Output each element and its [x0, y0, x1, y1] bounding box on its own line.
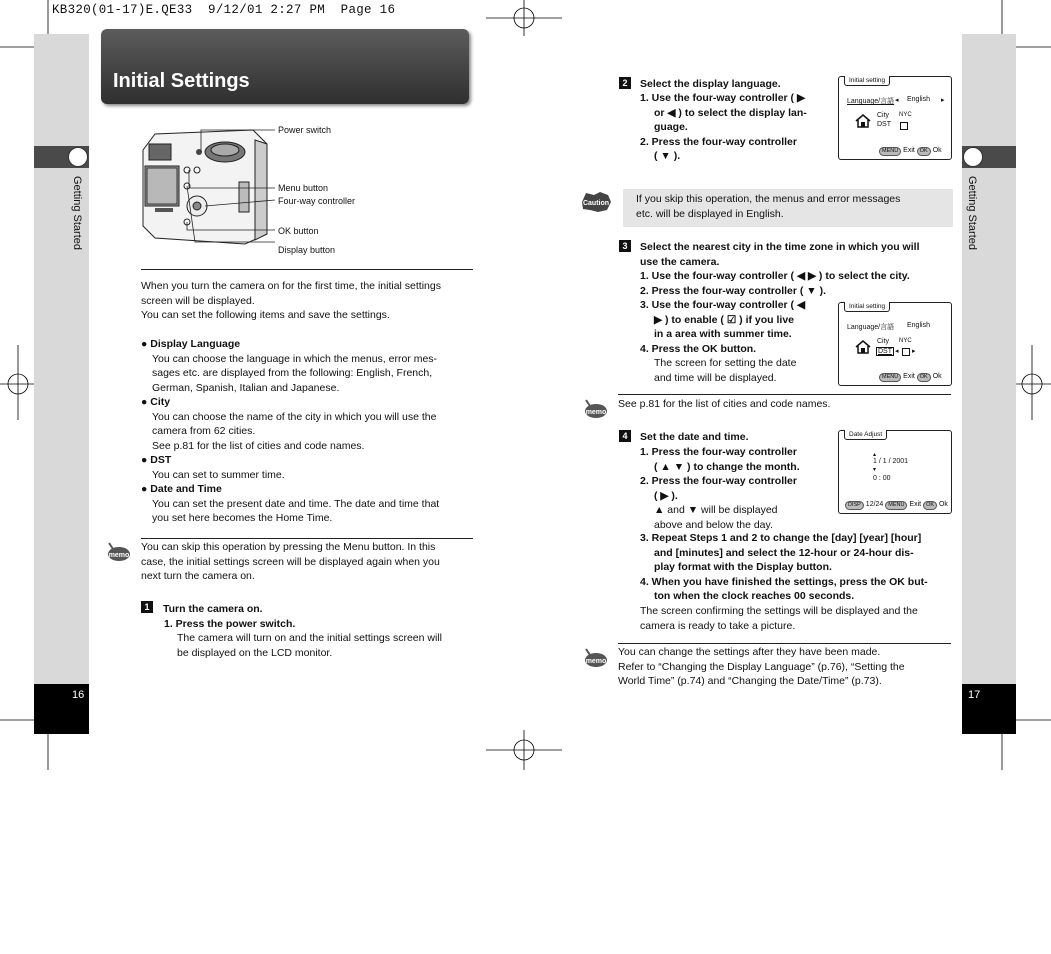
memo-text [141, 540, 476, 584]
screen-time-value: 0 : 00 [873, 475, 891, 482]
step-line: or ◀ ) to select the display lan- [654, 106, 807, 119]
left-tab-circle [68, 147, 88, 167]
step-line: 1. Use the four-way controller ( ▶ [640, 92, 806, 104]
step-number: 2 [619, 77, 631, 89]
svg-text:memo: memo [585, 409, 607, 416]
item-heading: City [150, 396, 171, 408]
step-line: in a area with summer time. [654, 328, 792, 340]
screen-exit: Exit [903, 373, 915, 380]
step-body [640, 531, 955, 604]
screen-dst-label: DST [878, 348, 892, 355]
caution-label: Caution [582, 200, 610, 207]
step-body [177, 631, 477, 660]
step-note-line: ▲ and ▼ will be displayed [654, 504, 778, 516]
disp-pill: DISP [845, 501, 864, 510]
step-note-line: The screen for setting the date [654, 357, 797, 369]
right-section-label: Getting Started [966, 176, 978, 250]
step-number: 1 [141, 601, 153, 613]
list-item: ● Display Language [141, 338, 241, 350]
page-number-right: 17 [968, 689, 981, 701]
step-line: and [minutes] and select the 12-hour or 24-hour dis- [654, 546, 914, 559]
screen-exit: Exit [903, 147, 915, 154]
item-line: You can choose the language in which the menus, error mes- [152, 352, 438, 365]
intro-line: You can set the following items and save the settings. [141, 309, 390, 321]
item-line: See p.81 for the list of cities and code names. [152, 439, 365, 452]
label-menu-button: Menu button [278, 183, 329, 193]
step-heading-line: use the camera. [640, 255, 720, 268]
item-line: camera from 62 cities. [152, 425, 256, 437]
step-heading-line: Select the nearest city in the time zone in which you will [640, 241, 920, 253]
step-line: 2. Press the four-way controller ( ▼ ). [640, 284, 827, 297]
step-body [640, 445, 830, 503]
menu-pill: MENU [885, 501, 907, 510]
divider [618, 394, 951, 395]
item-body [141, 468, 476, 483]
item-body [141, 410, 476, 454]
step-line: ton when the clock reaches 00 seconds. [654, 590, 855, 602]
intro-text [141, 279, 476, 323]
item-line: sages etc. are displayed from the following: English, French, [152, 367, 433, 379]
screen-tab: Initial setting [844, 76, 890, 86]
lcd-screen-language: Initial setting Language/言語 ◂ English ▸ City NYC DST MENU Exit OK Ok [838, 76, 952, 160]
step-line: be displayed on the LCD monitor. [177, 646, 333, 659]
memo-line: case, the initial settings screen will be displayed again when you [141, 555, 440, 568]
label-ok-button: OK button [278, 226, 319, 236]
screen-ok: Ok [932, 373, 942, 380]
svg-text:memo: memo [108, 552, 130, 559]
step-line: ( ▲ ▼ ) to change the month. [654, 460, 800, 473]
item-heading: Display Language [150, 338, 241, 350]
screen-ok: Ok [938, 501, 948, 508]
step-line: ▶ ) to enable ( ☑ ) if you live [654, 313, 795, 326]
step-line: guage. [654, 121, 688, 133]
home-icon [855, 340, 871, 354]
memo-line: next turn the camera on. [141, 570, 255, 582]
item-heading: Date and Time [150, 483, 222, 495]
item-heading: DST [150, 454, 172, 466]
memo-icon [582, 647, 608, 669]
label-display-button: Display button [278, 245, 336, 255]
step-line: ( ▼ ). [654, 150, 681, 162]
step-line: 3. Use the four-way controller ( ◀ [640, 299, 806, 311]
screen-date-value: 1 / 1 / 2001 [873, 458, 909, 465]
item-line: German, Spanish, Italian and Japanese. [152, 381, 340, 394]
screen-city-value: NYC [899, 338, 912, 344]
settings-list [141, 337, 476, 526]
memo-icon [105, 541, 131, 563]
label-power-switch: Power switch [278, 125, 332, 135]
caution-icon [580, 191, 612, 213]
lcd-screen-date: Date Adjust ▴ 1 / 1 / 2001 ▾ 0 : 00 DISP 12/24 MENU Exit OK Ok [838, 430, 952, 514]
step-line: 1. Press the four-way controller [640, 446, 797, 458]
memo-line: World Time” (p.74) and “Changing the Date/Time” (p.73). [618, 675, 882, 687]
memo-line: You can change the settings after they have been made. [618, 646, 881, 658]
memo-icon [582, 398, 608, 420]
list-item: ● City [141, 396, 171, 408]
screen-dst-label: DST [877, 121, 891, 128]
step-note-line: camera is ready to take a picture. [640, 619, 796, 632]
screen-city-label: City [877, 338, 890, 345]
right-tab-circle [963, 147, 983, 167]
divider [141, 269, 473, 270]
step-line: ( ▶ ). [654, 489, 678, 502]
screen-tab: Date Adjust [844, 430, 887, 440]
print-header: KB320(01-17)E.QE33 9/12/01 2:27 PM Page 16 [52, 3, 396, 17]
step-heading: Set the date and time. [640, 431, 749, 443]
item-line: You can set to summer time. [152, 468, 285, 481]
menu-pill: MENU [879, 147, 901, 156]
screen-city-label: City [877, 112, 890, 119]
item-body [141, 352, 476, 396]
memo-text [618, 645, 953, 689]
screen-language-value: English [907, 322, 930, 329]
left-section-label: Getting Started [71, 176, 83, 250]
intro-line: screen will be displayed. [141, 294, 255, 307]
dst-checkbox [902, 348, 910, 356]
home-icon [855, 114, 871, 128]
step-note-line: and time will be displayed. [654, 371, 777, 384]
step-note [654, 356, 834, 385]
item-line: you set here becomes the Home Time. [152, 512, 333, 524]
screen-ok: Ok [932, 147, 942, 154]
screen-tab: Initial setting [844, 302, 890, 312]
step-note-line: above and below the day. [654, 518, 773, 531]
page-number-left: 16 [72, 689, 85, 701]
dst-checkbox [900, 122, 908, 130]
caution-line: If you skip this operation, the menus and error messages [636, 193, 901, 205]
step-note [640, 604, 955, 633]
menu-pill: MENU [879, 373, 901, 382]
caution-line: etc. will be displayed in English. [636, 207, 784, 220]
screen-language-label: Language/言語 [847, 98, 895, 105]
item-line: You can choose the name of the city in which you will use the [152, 410, 437, 423]
divider [618, 643, 951, 644]
right-sidebar [962, 34, 1016, 684]
page-title: Initial Settings [113, 70, 250, 92]
step-line: 4. Press the OK button. [640, 342, 757, 355]
svg-text:memo: memo [585, 658, 607, 665]
lcd-screen-city: Initial setting Language/言語 English City NYC DST ◂ ▸ MENU Exit OK Ok [838, 302, 952, 386]
list-item: ● Date and Time [141, 483, 222, 495]
step-note [654, 503, 834, 532]
label-four-way-controller: Four-way controller [278, 196, 356, 206]
step-note-line: The screen confirming the settings will be displayed and the [640, 605, 918, 617]
step-heading: Select the display language. [640, 78, 781, 90]
step-line: 2. Press the four-way controller [640, 135, 797, 148]
step-number: 3 [619, 240, 631, 252]
step-line: The camera will turn on and the initial settings screen will [177, 632, 442, 644]
screen-language-label: Language/言語 [847, 324, 895, 331]
item-line: You can set the present date and time. The date and time that [152, 497, 440, 510]
memo-text: See p.81 for the list of cities and code names. [618, 398, 831, 410]
screen-city-value: NYC [899, 112, 912, 118]
ok-pill: OK [917, 147, 931, 156]
step-substep: 1. Press the power switch. [164, 618, 296, 630]
ok-pill: OK [923, 501, 937, 510]
screen-format: 12/24 [865, 501, 884, 508]
step-heading: Turn the camera on. [163, 603, 263, 615]
caution-text [636, 192, 951, 221]
intro-line: When you turn the camera on for the first time, the initial settings [141, 280, 441, 292]
step-heading [640, 240, 950, 269]
item-body [141, 497, 476, 526]
screen-language-value: English [907, 96, 930, 103]
step-number: 4 [619, 430, 631, 442]
step-line: play format with the Display button. [654, 561, 832, 573]
screen-exit: Exit [909, 501, 922, 508]
step-body [640, 91, 830, 164]
memo-line: You can skip this operation by pressing the Menu button. In this [141, 541, 436, 553]
list-item: ● DST [141, 454, 172, 466]
step-line: 1. Use the four-way controller ( ◀ ▶ ) to select the city. [640, 270, 910, 282]
ok-pill: OK [917, 373, 931, 382]
left-sidebar [34, 34, 89, 684]
step-line: 3. Repeat Steps 1 and 2 to change the [day] [year] [hour] [640, 532, 922, 544]
memo-line: Refer to “Changing the Display Language” (p.76), “Setting the [618, 660, 905, 673]
step-line: 2. Press the four-way controller [640, 475, 797, 487]
camera-illustration [135, 122, 375, 262]
divider [141, 538, 473, 539]
step-line: 4. When you have finished the settings, press the OK but- [640, 575, 928, 588]
